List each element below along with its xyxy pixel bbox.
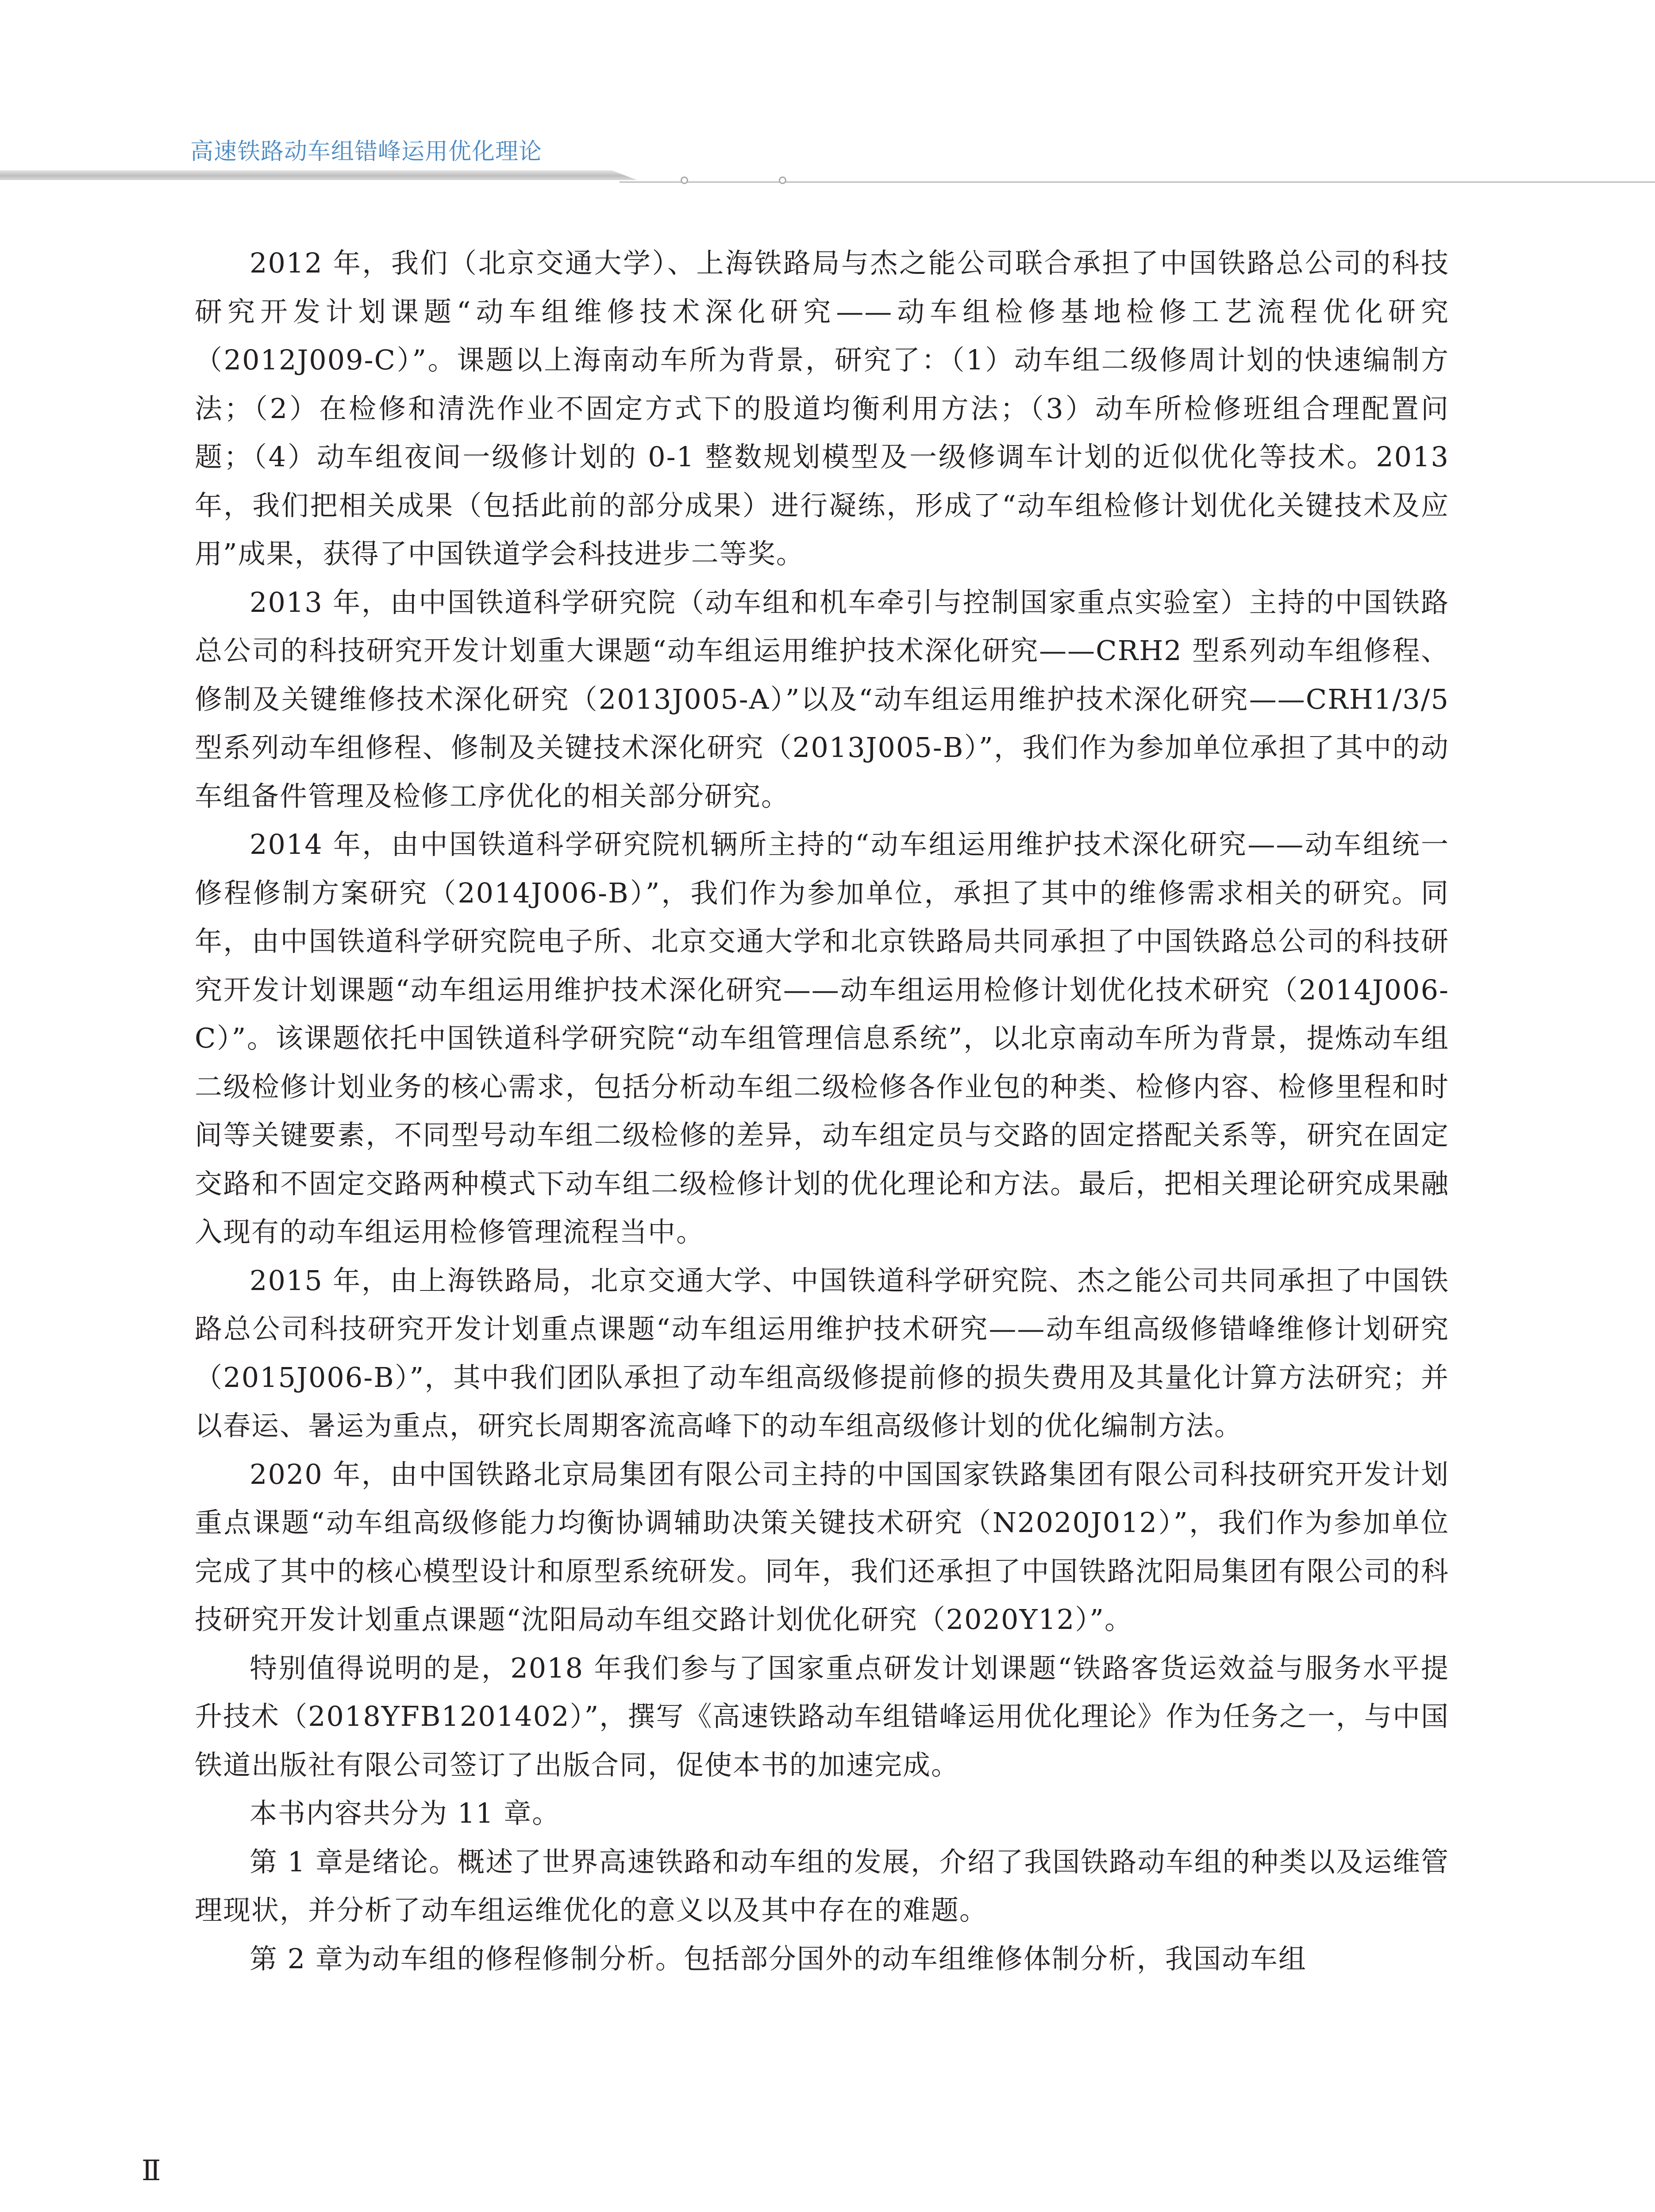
paragraph: 第 1 章是绪论。概述了世界高速铁路和动车组的发展，介绍了我国铁路动车组的种类以及运维管理现状，并分析了动车组运维优化的意义以及其中存在的难题。: [195, 1845, 1449, 1926]
page-number: Ⅱ: [142, 2154, 161, 2187]
paragraph: 本书内容共分为 11 章。: [250, 1797, 561, 1829]
paragraph: 2012 年，我们（北京交通大学）、上海铁路局与杰之能公司联合承担了中国铁路总公司的科技研究开发计划课题“动车组维修技术深化研究——动车组检修基地检修工艺流程优化研究（2012J009-C）”。课题以上海南动车所为背景，研究了：（1）动车组二级修周计划的快速编制方法；（2）在检修和清洗作业不固定方式下的股道均衡利用方法；（3）动车所检修班组合理配置问题；（4）动车组夜间一级修计划的 0-1 整数规划模型及一级修调车计划的近似优化等技术。2013 年，我们把相关成果（包括此前的部分成果）进行凝练，形成了“动车组检修计划优化关键技术及应用”成果，获得了中国铁道学会科技进步二等奖。: [195, 247, 1449, 570]
paragraph: 2015 年，由上海铁路局，北京交通大学、中国铁道科学研究院、杰之能公司共同承担了中国铁路总公司科技研究开发计划重点课题“动车组运用维护技术研究——动车组高级修错峰维修计划研究（2015J006-B）”，其中我们团队承担了动车组高级修提前修的损失费用及其量化计算方法研究；并以春运、暑运为重点，研究长周期客流高峰下的动车组高级修计划的优化编制方法。: [195, 1264, 1449, 1442]
paragraph: 2013 年，由中国铁道科学研究院（动车组和机车牵引与控制国家重点实验室）主持的中国铁路总公司的科技研究开发计划重大课题“动车组运用维护技术深化研究——CRH2 型系列动车组修程、修制及关键维修技术深化研究（2013J005-A）”以及“动车组运用维护技术深化研究——CRH1/3/5 型系列动车组修程、修制及关键技术深化研究（2013J005-B）”，我们作为参加单位承担了其中的动车组备件管理及检修工序优化的相关部分研究。: [195, 586, 1449, 812]
header-rule-dot: [681, 177, 688, 184]
paragraph: 特别值得说明的是，2018 年我们参与了国家重点研发计划课题“铁路客货运效益与服务水平提升技术（2018YFB1201402）”，撰写《高速铁路动车组错峰运用优化理论》作为任务之一，与中国铁道出版社有限公司签订了出版合同，促使本书的加速完成。: [195, 1651, 1449, 1781]
paragraph: 第 2 章为动车组的修程修制分析。包括部分国外的动车组维修体制分析，我国动车组: [250, 1942, 1307, 1975]
header-rule-dot: [779, 177, 786, 184]
paragraph: 2014 年，由中国铁道科学研究院机辆所主持的“动车组运用维护技术深化研究——动车组统一修程修制方案研究（2014J006-B）”，我们作为参加单位，承担了其中的维修需求相关的研究。同年，由中国铁道科学研究院电子所、北京交通大学和北京铁路局共同承担了中国铁路总公司的科技研究开发计划课题“动车组运用维护技术深化研究——动车组运用检修计划优化技术研究（2014J006-C）”。该课题依托中国铁道科学研究院“动车组管理信息系统”，以北京南动车所为背景，提炼动车组二级检修计划业务的核心需求，包括分析动车组二级检修各作业包的种类、检修内容、检修里程和时间等关键要素，不同型号动车组二级检修的差异，动车组定员与交路的固定搭配关系等，研究在固定交路和不固定交路两种模式下动车组二级检修计划的优化理论和方法。最后，把相关理论研究成果融入现有的动车组运用检修管理流程当中。: [195, 828, 1449, 1248]
header-rule-bar: [0, 170, 637, 180]
body-text: [195, 239, 1449, 1983]
running-header-title: 高速铁路动车组错峰运用优化理论: [190, 138, 543, 165]
paragraph: 2020 年，由中国铁路北京局集团有限公司主持的中国国家铁路集团有限公司科技研究开发计划重点课题“动车组高级修能力均衡协调辅助决策关键技术研究（N2020J012）”，我们作为参加单位完成了其中的核心模型设计和原型系统研发。同年，我们还承担了中国铁路沈阳局集团有限公司的科技研究开发计划重点课题“沈阳局动车组交路计划优化研究（2020Y12）”。: [195, 1458, 1449, 1636]
header-rule-line: [620, 181, 1655, 183]
